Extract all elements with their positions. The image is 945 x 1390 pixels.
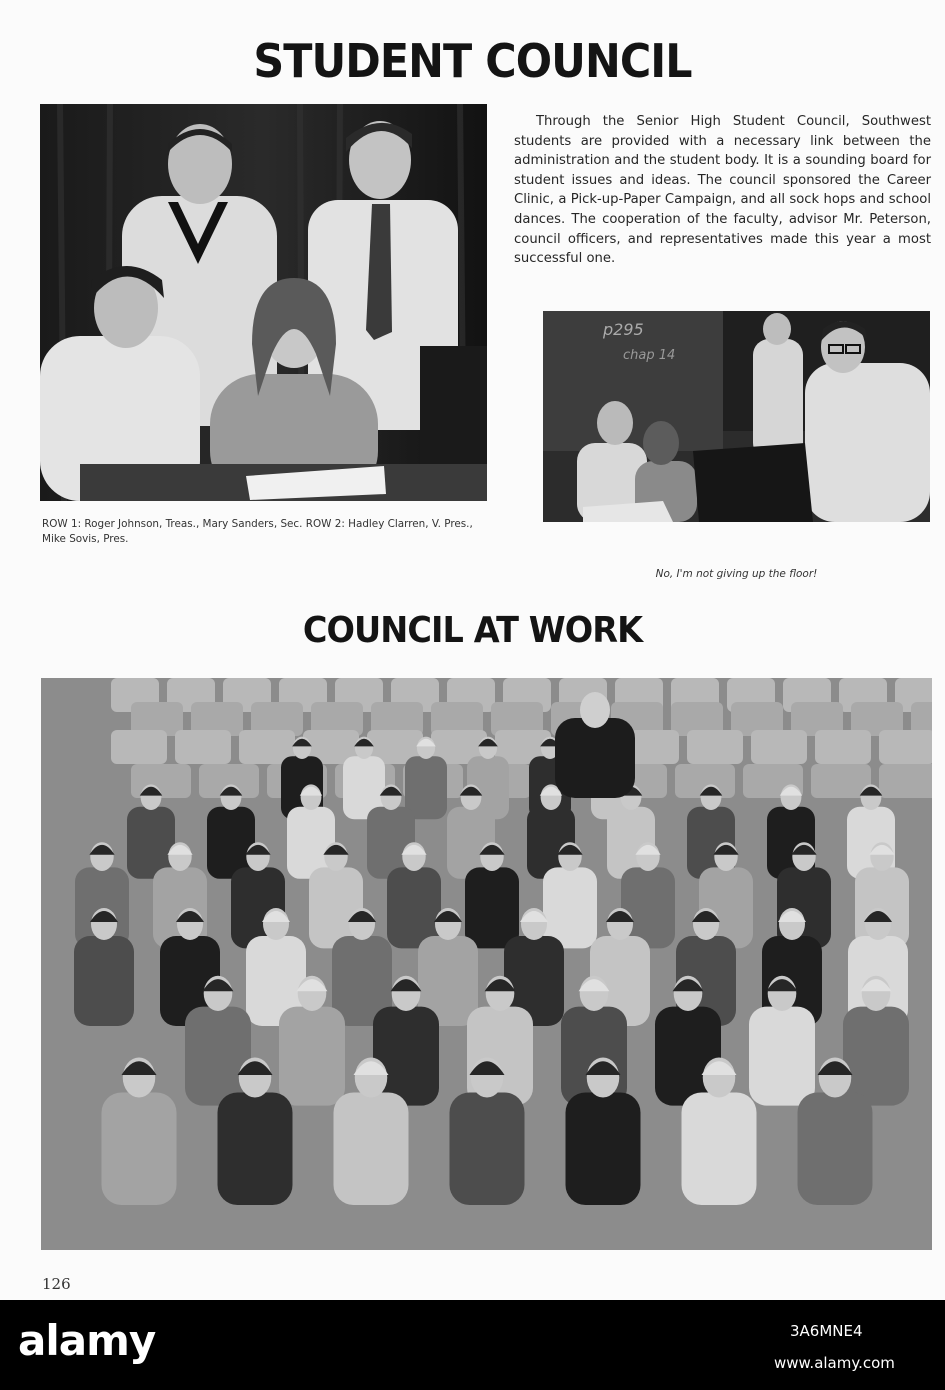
seat-back bbox=[815, 730, 871, 764]
group-photo bbox=[41, 678, 932, 1250]
seat-back bbox=[879, 730, 932, 764]
watermark-url: www.alamy.com bbox=[774, 1354, 895, 1372]
student-body bbox=[185, 1007, 251, 1106]
page-title: STUDENT COUNCIL bbox=[253, 34, 692, 88]
page-number: 126 bbox=[42, 1275, 71, 1293]
seat-back bbox=[751, 730, 807, 764]
student-body bbox=[74, 936, 134, 1026]
section-title: COUNCIL AT WORK bbox=[302, 610, 643, 651]
officers-photo bbox=[40, 104, 487, 501]
student-body bbox=[218, 1093, 293, 1206]
student-body bbox=[798, 1093, 873, 1206]
seat-back bbox=[175, 730, 231, 764]
officers-caption: ROW 1: Roger Johnson, Treas., Mary Sanders, Sec. ROW 2: Hadley Clarren, V. Pres., Mike Sovis, Pres. bbox=[42, 518, 473, 545]
student-body bbox=[682, 1093, 757, 1206]
student-body bbox=[102, 1093, 177, 1206]
student-body bbox=[749, 1007, 815, 1106]
intro-paragraph: Through the Senior High Student Council, Southwest students are provided with a necessary link between the administration and the student body. It is a sounding board for student issues and ideas. The council sponsored the Career Clinic, a Pick-up-Paper Campaign, and all sock hops and school dances. The cooperation of the faculty, advisor Mr. Peterson, council officers, and representatives made this year a most successful one. bbox=[514, 114, 931, 267]
student-body bbox=[843, 1007, 909, 1106]
student-body bbox=[566, 1093, 641, 1206]
seat-back bbox=[687, 730, 743, 764]
floor-photo bbox=[543, 311, 930, 522]
student-body bbox=[405, 756, 447, 819]
student-body bbox=[279, 1007, 345, 1106]
chalk-text-2: chap 14 bbox=[623, 348, 676, 363]
watermark-logo: alamy bbox=[18, 1316, 156, 1365]
student-body bbox=[465, 867, 519, 948]
seat-back bbox=[879, 764, 932, 798]
seat-back bbox=[111, 730, 167, 764]
floor-caption: No, I'm not giving up the floor! bbox=[655, 568, 818, 580]
student-body bbox=[543, 867, 597, 948]
student-body bbox=[334, 1093, 409, 1206]
student-body bbox=[450, 1093, 525, 1206]
chalk-text-1: p295 bbox=[603, 320, 644, 339]
watermark-image-id: 3A6MNE4 bbox=[790, 1322, 863, 1340]
seat-back bbox=[131, 764, 191, 798]
